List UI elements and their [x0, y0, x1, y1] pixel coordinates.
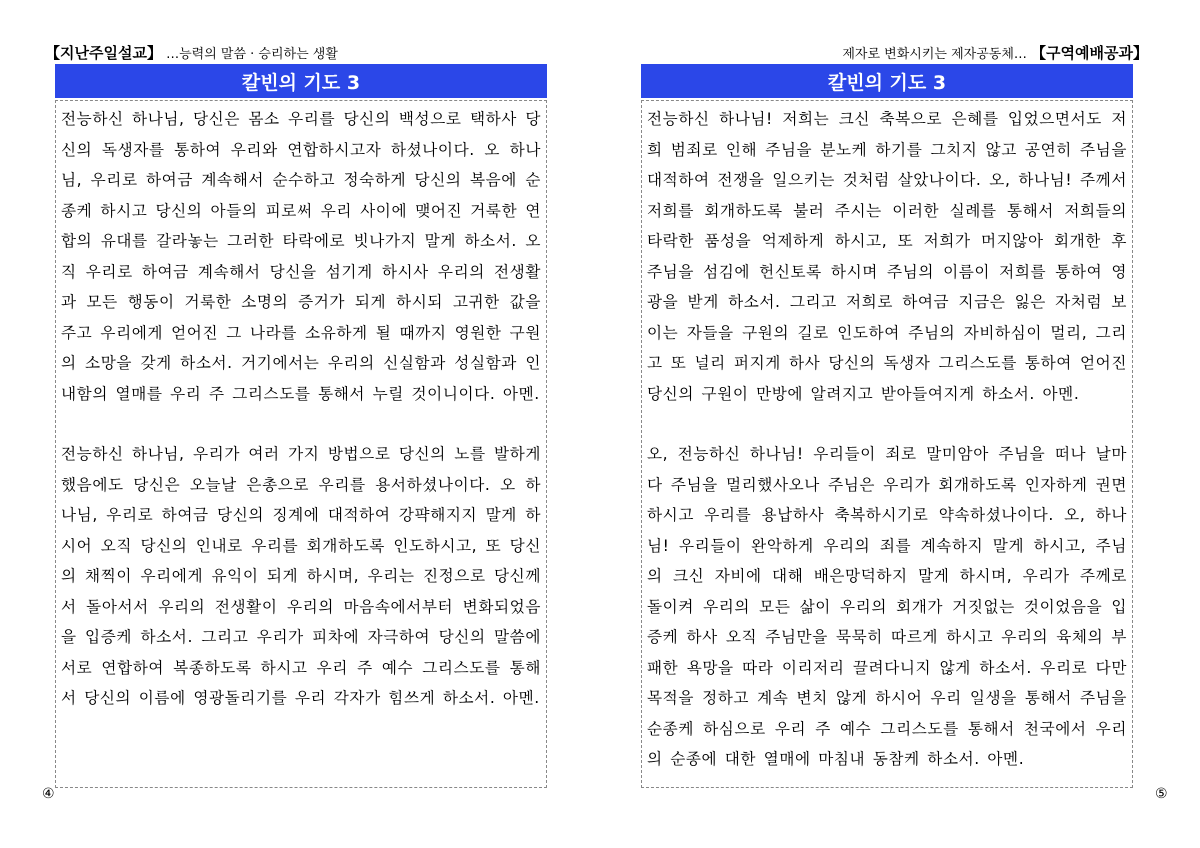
prayer-paragraph: 오, 전능하신 하나님! 우리들이 죄로 말미암아 주님을 떠나 날마다 주님을 멀리했사오나 주님은 우리가 회개하도록 인자하게 권면하시고 우리를 용납하사 축복하시기로 약속하셨나이다. 오, 하나님! 우리들이 완악하게 우리의 죄를 계속하지 말게 하시고, 주님의 크신 자비에 대해 배은망덕하지 말게 하시며, 우리가 주께로 돌이켜 우리의 모든 삶이 우리의 회개가 거짓없는 것이었음을 입증케 하사 오직 주님만을 묵묵히 따르게 하시고 우리의 육체의 부패한 욕망을 따라 이리저리 끌려다니지 않게 하소서. 우리로 다만 목적을 정하고 계속 변치 않게 하시어 우리 일생을 통해서 주님을 순종케 하심으로 우리 주 예수 그리스도를 통해서 천국에서 우리의 순종에 대한 열매에 마침내 동참케 하소서. 아멘. [647, 445, 1127, 768]
page-number-left: ④ [42, 786, 55, 802]
page-number-right: ⑤ [1155, 786, 1168, 802]
page-right [641, 64, 1133, 788]
page-left [55, 64, 547, 788]
header-left-tag: 【지난주일설교】 [45, 44, 162, 62]
prayer-paragraph: 전능하신 하나님, 당신은 몸소 우리를 당신의 백성으로 택하사 당신의 독생자를 통하여 우리와 연합하시고자 하셨나이다. 오 하나님, 우리로 하여금 계속해서 순수하고 정숙하게 당신의 복음에 순종케 하시고 당신의 아들의 피로써 우리 사이에 맺어진 거룩한 연합의 유대를 갈라놓는 그러한 타락에로 빗나가지 말게 하소서. 오직 우리로 하여금 계속해서 당신을 섬기게 하시사 우리의 전생활과 모든 행동이 거룩한 소명의 증거가 되게 하시되 고귀한 값을 주고 우리에게 얻어진 그 나라를 소유하게 될 때까지 영원한 구원의 소망을 갖게 하소서. 거기에서는 우리의 신실함과 성실함과 인내함의 열매를 우리 주 그리스도를 통해서 누릴 것이니이다. 아멘. [61, 110, 541, 403]
header-right-subtitle: 제자로 변화시키는 제자공동체… [842, 47, 1027, 62]
prayer-paragraph: 전능하신 하나님, 우리가 여러 가지 방법으로 당신의 노를 발하게 했음에도 당신은 오늘날 은총으로 우리를 용서하셨나이다. 오 하나님, 우리로 하여금 당신의 징계에 대적하여 강퍅해지지 말게 하시어 오직 당신의 인내로 우리를 회개하도록 인도하시고, 또 당신의 채찍이 우리에게 유익이 되게 하시며, 우리는 진정으로 당신께서 돌아서서 우리의 전생활이 우리의 마음속에서부터 변화되었음을 입증케 하소서. 그리고 우리가 피차에 자극하여 당신의 말씀에 서로 연합하여 복종하도록 하시고 우리 주 예수 그리스도를 통해서 당신의 이름에 영광돌리기를 우리 각자가 힘쓰게 하소서. 아멘. [61, 445, 541, 707]
prayer-text [61, 104, 541, 714]
header-right-tag: 【구역예배공과】 [1031, 44, 1148, 62]
header-left-subtitle: …능력의 말씀 · 승리하는 생활 [166, 47, 338, 62]
prayer-text [647, 104, 1127, 775]
header-right [842, 44, 1148, 64]
header-left [45, 44, 338, 64]
page-title: 칼빈의 기도 3 [641, 64, 1133, 98]
page-title: 칼빈의 기도 3 [55, 64, 547, 98]
prayer-paragraph: 전능하신 하나님! 저희는 크신 축복으로 은혜를 입었으면서도 저희 범죄로 인해 주님을 분노케 하기를 그치지 않고 공연히 주님을 대적하여 전쟁을 일으키는 것처럼 살았나이다. 오, 하나님! 주께서 저희를 회개하도록 불러 주시는 이러한 실례를 통해서 저희들의 타락한 품성을 억제하게 하시고, 또 저희가 머지않아 회개한 후 주님을 섬김에 헌신토록 하시며 주님의 이름이 저희를 통하여 영광을 받게 하소서. 그리고 저희로 하여금 지금은 잃은 자처럼 보이는 자들을 구원의 길로 인도하여 주님의 자비하심이 멀리, 그리고 또 널리 퍼지게 하사 당신의 독생자 그리스도를 통하여 얻어진 당신의 구원이 만방에 알려지고 받아들여지게 하소서. 아멘. [647, 110, 1127, 403]
